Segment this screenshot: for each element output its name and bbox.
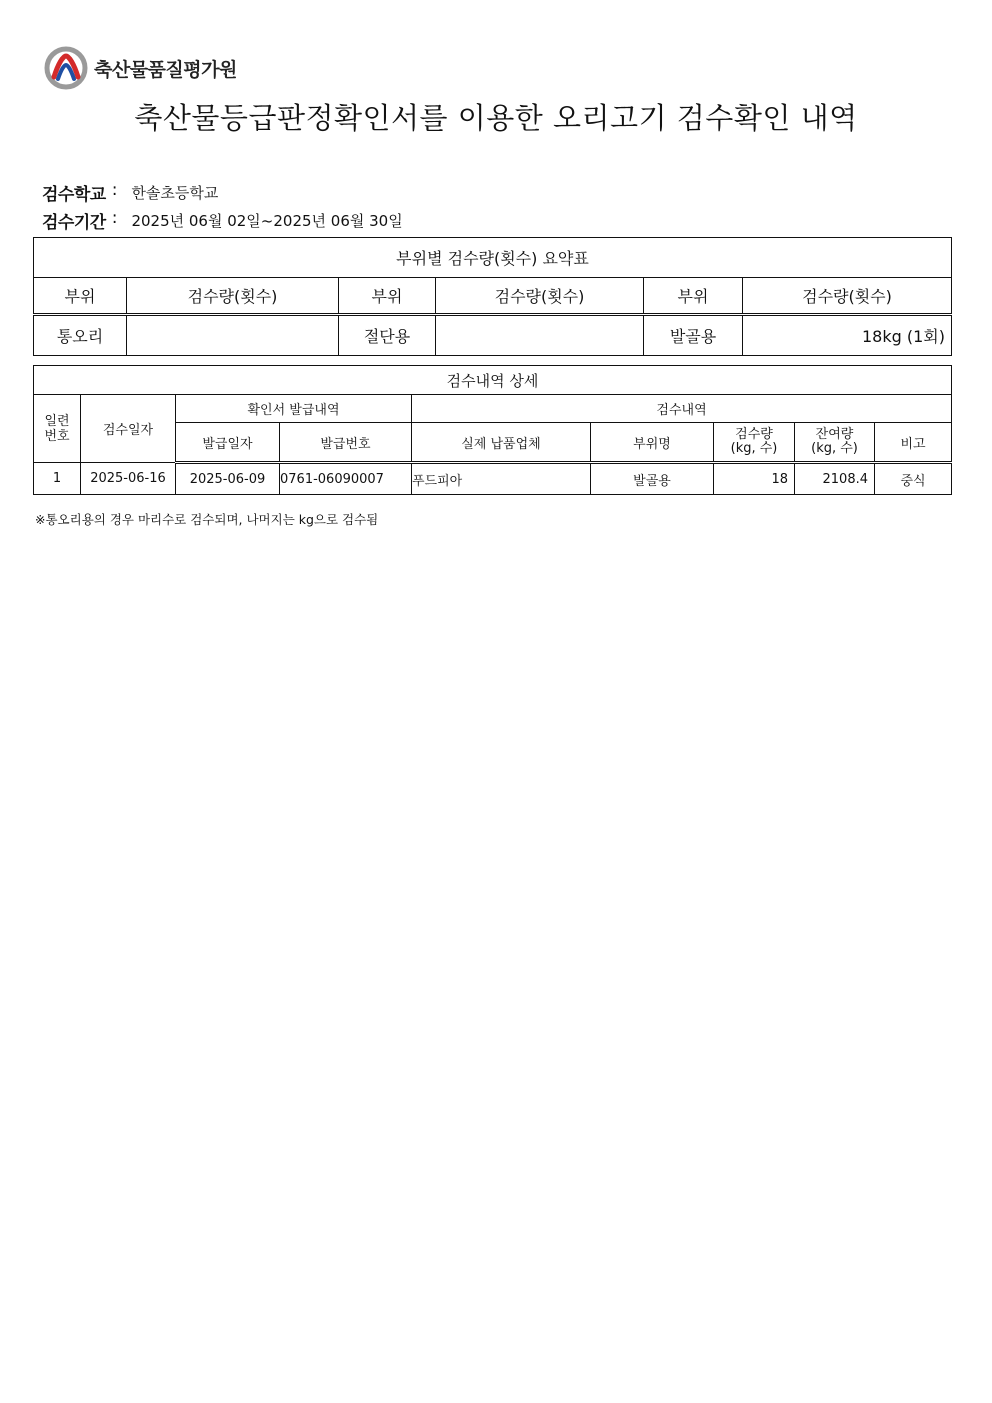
table-row <box>34 463 952 495</box>
school-label: 검수학교 <box>42 185 106 205</box>
issue-no-header: 발급번호 <box>280 423 412 463</box>
summary-title: 부위별 검수량(횟수) 요약표 <box>34 238 952 278</box>
remain-header: 잔여량 (kg, 수) <box>795 423 875 463</box>
summary-qty-cell <box>127 315 339 356</box>
summary-qty-header: 검수량(횟수) <box>436 278 644 315</box>
period-colon: : <box>111 208 118 228</box>
inspect-group-header: 검수내역 <box>412 395 952 423</box>
note-cell: 중식 <box>875 463 952 495</box>
remain-cell: 2108.4 <box>795 463 875 495</box>
summary-part-header: 부위 <box>339 278 436 315</box>
summary-qty-header: 검수량(횟수) <box>127 278 339 315</box>
summary-table <box>33 237 952 356</box>
vendor-header: 실제 납품업체 <box>412 423 591 463</box>
note-header: 비고 <box>875 423 952 463</box>
summary-part-cell: 통오리 <box>34 315 127 356</box>
footnote: ※통오리용의 경우 마리수로 검수되며, 나머지는 kg으로 검수됨 <box>35 512 379 527</box>
period-label: 검수기간 <box>42 213 106 233</box>
detail-table <box>33 365 952 495</box>
period-row <box>42 208 403 233</box>
summary-qty-header: 검수량(횟수) <box>743 278 952 315</box>
detail-title: 검수내역 상세 <box>34 366 952 395</box>
summary-qty-cell <box>436 315 644 356</box>
summary-part-header: 부위 <box>644 278 743 315</box>
date-cell: 2025-06-16 <box>81 463 176 495</box>
issue-date-header: 발급일자 <box>176 423 280 463</box>
part-header: 부위명 <box>591 423 714 463</box>
date-header: 검수일자 <box>81 395 176 463</box>
qty-cell: 18 <box>714 463 795 495</box>
school-colon: : <box>111 180 118 200</box>
org-logo <box>44 46 237 90</box>
school-value: 한솔초등학교 <box>131 184 219 202</box>
period-value: 2025년 06월 02일~2025년 06월 30일 <box>131 212 403 230</box>
summary-part-cell: 절단용 <box>339 315 436 356</box>
vendor-cell: 푸드피아 <box>412 463 591 495</box>
document-title: 축산물등급판정확인서를 이용한 오리고기 검수확인 내역 <box>134 101 858 135</box>
issue-date-cell: 2025-06-09 <box>176 463 280 495</box>
summary-part-header: 부위 <box>34 278 127 315</box>
serial-cell: 1 <box>34 463 81 495</box>
summary-qty-cell: 18kg (1회) <box>743 315 952 356</box>
org-name: 축산물품질평가원 <box>94 58 237 81</box>
serial-header: 일련 번호 <box>34 395 81 463</box>
cert-group-header: 확인서 발급내역 <box>176 395 412 423</box>
issue-no-cell: 0761-06090007 <box>280 463 412 495</box>
org-emblem-icon <box>44 46 88 90</box>
qty-header: 검수량 (kg, 수) <box>714 423 795 463</box>
summary-part-cell: 발골용 <box>644 315 743 356</box>
part-cell: 발골용 <box>591 463 714 495</box>
school-row <box>42 180 218 205</box>
